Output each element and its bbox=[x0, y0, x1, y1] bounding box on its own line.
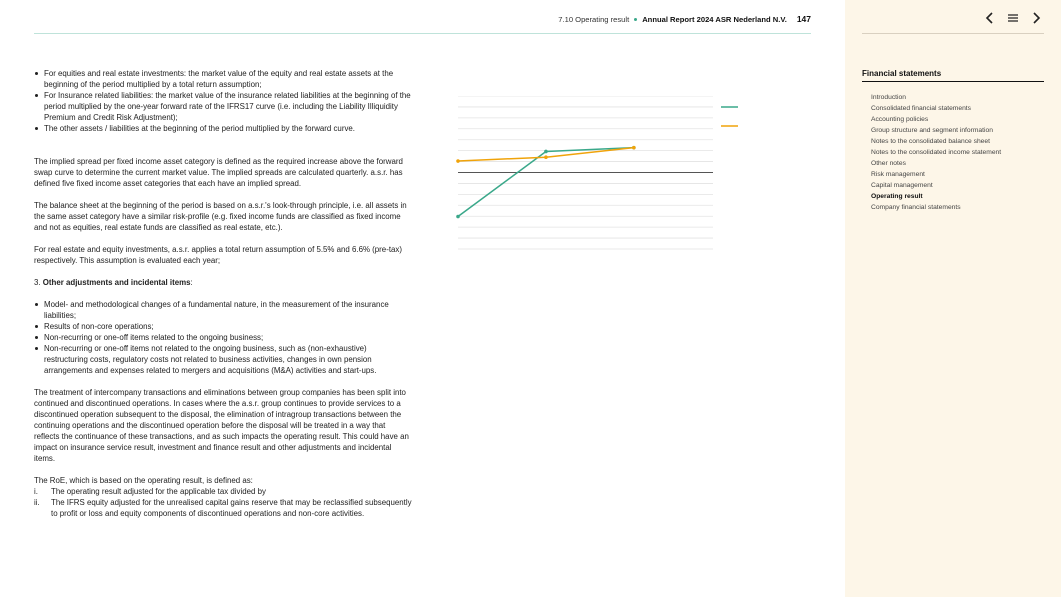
header-dot-separator bbox=[634, 18, 637, 21]
report-title: Annual Report 2024 ASR Nederland N.V. bbox=[642, 14, 787, 24]
paragraph-implied-spread: The implied spread per fixed income asset category is defined as the required increase above the forward swap curve to determine the current market value. The implied spreads are calculated quarterly. a.s.r. has defined five fixed income asset categories that each have an implied spread. bbox=[34, 157, 403, 188]
nav-buttons bbox=[983, 10, 1043, 26]
paragraph-total-return: For real estate and equity investments, a.s.r. applies a total return assumption of 5.5% and 6.6% (pre-tax) respectively. This assumption is evaluated each year; bbox=[34, 245, 402, 265]
list-item: Results of non-core operations; bbox=[34, 321, 412, 332]
toc-item-group-structure[interactable]: Group structure and segment information bbox=[871, 127, 993, 134]
main-content bbox=[34, 68, 412, 519]
bullet-list-return-assumptions bbox=[34, 68, 412, 134]
chart-series-line-2 bbox=[458, 148, 634, 161]
toc-item-notes-income-statement[interactable]: Notes to the consolidated income statement bbox=[871, 149, 1002, 156]
toc-item-consolidated-financial-statements[interactable]: Consolidated financial statements bbox=[871, 105, 971, 112]
toc-item-operating-result[interactable]: Operating result bbox=[871, 193, 923, 200]
paragraph-roe-definition: The RoE, which is based on the operating result, is defined as: bbox=[34, 476, 253, 485]
list-item: Model- and methodological changes of a fundamental nature, in the measurement of the insurance liabilities; bbox=[34, 299, 412, 321]
chart-point bbox=[456, 159, 460, 163]
list-item: For Insurance related liabilities: the market value of the insurance related liabilities at the beginning of the period multiplied by the one-year forward rate of the IFRS17 curve (i.e. including the Liability Illiquidity Premium and Credit Risk Adjustment); bbox=[34, 90, 412, 123]
bullet-list-adjustments bbox=[34, 299, 412, 376]
list-item: Non-recurring or one-off items not related to the ongoing business, such as (non-exhaustive) restructuring costs, regulatory costs not related to business activities, changes in own pension arrangements and expenses related to mergers and acquisitions (M&A) activities and start-ups. bbox=[34, 343, 412, 376]
navigation-sidebar bbox=[845, 0, 1061, 597]
page-number: 147 bbox=[796, 14, 811, 24]
chart-point bbox=[456, 215, 460, 219]
section-label: 7.10 Operating result bbox=[558, 14, 630, 24]
toc-item-capital-management[interactable]: Capital management bbox=[871, 182, 933, 189]
page-header bbox=[34, 0, 811, 34]
toc-item-company-financial-statements[interactable]: Company financial statements bbox=[871, 204, 961, 211]
roman-list-roe bbox=[34, 486, 412, 519]
menu-icon[interactable] bbox=[1006, 11, 1020, 25]
list-item: The other assets / liabilities at the beginning of the period multiplied by the forward curve. bbox=[34, 123, 412, 134]
paragraph-balance-sheet: The balance sheet at the beginning of the period is based on a.s.r.'s look-through principle, i.e. all assets in the same asset category have a similar risk-profile (e.g. fixed income funds are classified as fixed income and not as equities, real estate funds are classified as real estate, etc.). bbox=[34, 201, 407, 232]
sidebar-divider bbox=[862, 33, 1044, 34]
toc-item-other-notes[interactable]: Other notes bbox=[871, 160, 906, 167]
toc-item-risk-management[interactable]: Risk management bbox=[871, 171, 925, 178]
chevron-left-icon[interactable] bbox=[983, 11, 997, 25]
list-item: Non-recurring or one-off items related to the ongoing business; bbox=[34, 332, 412, 343]
subheading-other-adjustments: 3. Other adjustments and incidental items: bbox=[34, 278, 193, 287]
chevron-right-icon[interactable] bbox=[1029, 11, 1043, 25]
chart-point bbox=[632, 146, 636, 150]
toc-item-notes-balance-sheet[interactable]: Notes to the consolidated balance sheet bbox=[871, 138, 990, 145]
header-info bbox=[558, 14, 811, 24]
toc-item-accounting-policies[interactable]: Accounting policies bbox=[871, 116, 929, 123]
toc-item-introduction[interactable]: Introduction bbox=[871, 94, 906, 101]
list-item: ii. The IFRS equity adjusted for the unrealised capital gains reserve that may be reclassified subsequently to profit or loss and equity components of discontinued operations and non-core activities. bbox=[34, 498, 412, 518]
list-item: i. The operating result adjusted for the applicable tax divided by bbox=[34, 487, 266, 496]
sidebar-title[interactable]: Financial statements bbox=[862, 69, 1044, 82]
table-of-contents bbox=[871, 92, 1001, 213]
line-chart bbox=[440, 96, 750, 256]
list-item: For equities and real estate investments: the market value of the equity and real estate assets at the beginning of the period multiplied by a total return assumption; bbox=[34, 68, 412, 90]
chart-point bbox=[544, 155, 548, 159]
chart-point bbox=[544, 150, 548, 154]
paragraph-intercompany: The treatment of intercompany transactions and eliminations between group companies has been split into continued and discontinued operations. In cases where the a.s.r. group continues to provide services to a discontinued operation subsequent to the disposal, the elimination of intragroup transactions between the continuing operations and the discontinued operation before the disposal will be treated in a way that reflects the continuance of these transactions, and as such impacts the operating result. This could have an impact on insurance service result, investment and finance result and other adjustments and incidental items. bbox=[34, 388, 409, 463]
